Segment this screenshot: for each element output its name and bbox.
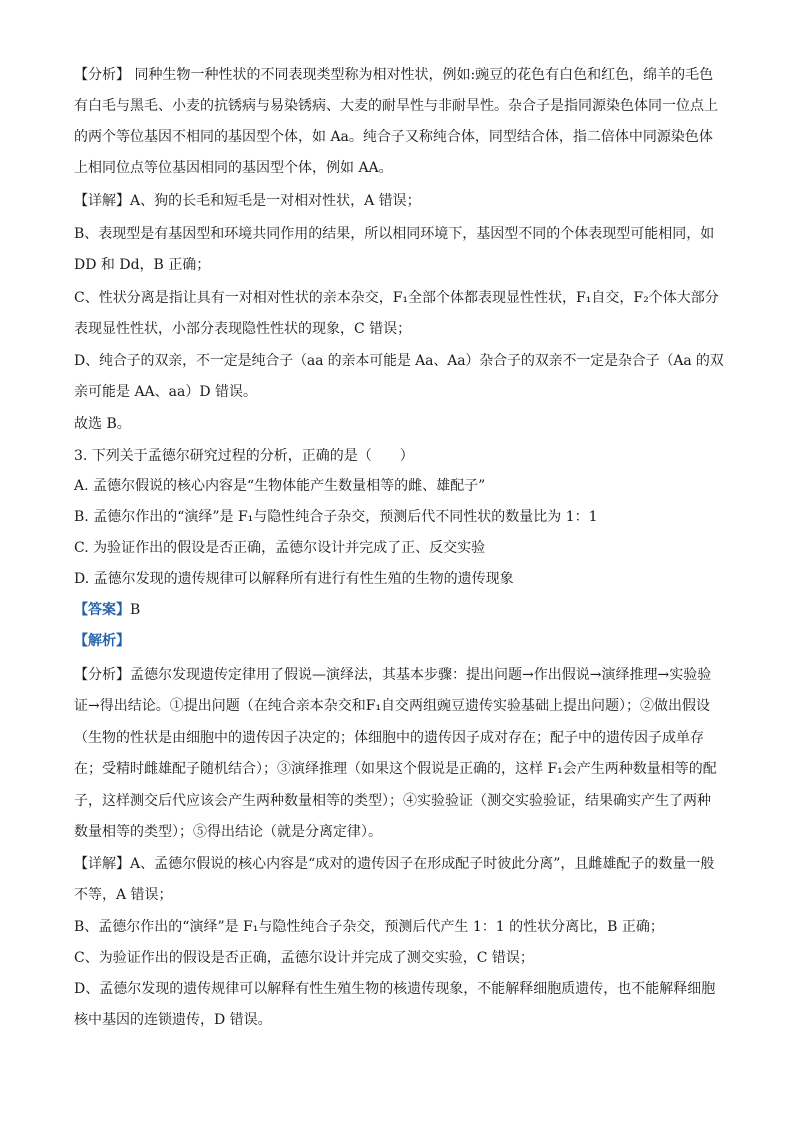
- analysis1-line: 有白毛与黑毛、小麦的抗锈病与易染锈病、大麦的耐旱性与非耐旱性。杂合子是指同源染色体同一位点上: [74, 98, 718, 114]
- option-b: B. 孟德尔作出的“演绎”是 F₁与隐性纯合子杂交，预测后代不同性状的数量比为 1：1: [74, 509, 598, 525]
- analysis2-line: 子，这样测交后代应该会产生两种数量相等的类型）；④实验验证（测交实验验证，结果确实产生了两种: [74, 793, 711, 809]
- option-c: C. 为验证作出的假设是否正确，孟德尔设计并完成了正、反交实验: [74, 540, 486, 556]
- parse-line: [74, 632, 130, 650]
- option-a: A. 孟德尔假说的核心内容是“生物体能产生数量相等的雌、雄配子”: [74, 478, 486, 494]
- answer-line: [74, 601, 140, 619]
- analysis1-line: 的两个等位基因不相同的基因型个体，如 Aa。纯合子又称纯合体，同型结合体，指二倍体中同源染色体: [74, 129, 713, 145]
- detail1-line: 故选 B。: [74, 416, 131, 432]
- option-d: D. 孟德尔发现的遗传规律可以解释所有进行有性生殖的生物的遗传现象: [74, 571, 514, 587]
- analysis2-line: （生物的性状是由细胞中的遗传因子决定的；体细胞中的遗传因子成对存在；配子中的遗传因子成单存: [74, 730, 704, 746]
- detail2-line: C、为验证作出的假设是否正确，孟德尔设计并完成了测交实验，C 错误；: [74, 950, 534, 966]
- detail2-line: B、孟德尔作出的“演绎”是 F₁与隐性纯合子杂交，预测后代产生 1：1 的性状分离比，B 正确；: [74, 919, 664, 935]
- detail1-line: 【详解】A、狗的长毛和短毛是一对相对性状，A 错误；: [74, 193, 421, 209]
- detail1-line: 亲可能是 AA、aa）D 错误。: [74, 384, 258, 400]
- detail2-line: 不等，A 错误；: [74, 887, 173, 903]
- answer-label: 【答案】: [74, 602, 130, 618]
- detail2-line: 【详解】A、孟德尔假说的核心内容是“成对的遗传因子在形成配子时彼此分离”，且雌雄配子的数量一般: [74, 856, 715, 872]
- analysis2-line: 【分析】孟德尔发现遗传定律用了假说—演绎法，其基本步骤：提出问题→作出假说→演绎推理→实验验: [74, 667, 712, 683]
- answer-value: B: [130, 602, 141, 618]
- analysis2-line: 在；受精时雌雄配子随机结合）；③演绎推理（如果这个假说是正确的，这样 F₁会产生两种数量相等的配: [74, 761, 717, 777]
- detail1-line: D、纯合子的双亲，不一定是纯合子（aa 的亲本可能是 Aa、Aa）杂合子的双亲不一定是杂合子（Aa 的双: [74, 353, 724, 369]
- question-stem: 3. 下列关于孟德尔研究过程的分析，正确的是（ ）: [74, 448, 414, 464]
- detail1-line: C、性状分离是指让具有一对相对性状的亲本杂交，F₁全部个体都表现显性性状，F₁自交，F₂个体大部分: [74, 290, 719, 306]
- analysis2-line: 数量相等的类型）；⑤得出结论（就是分离定律）。: [74, 824, 382, 840]
- analysis1-line: 上相同位点等位基因相同的基因型个体，例如 AA。: [74, 160, 393, 176]
- detail2-line: D、孟德尔发现的遗传规律可以解释有性生殖生物的核遗传现象，不能解释细胞质遗传，也不能解释细胞: [74, 981, 716, 997]
- detail1-line: DD 和 Dd，B 正确；: [74, 257, 211, 273]
- analysis2-line: 证→得出结论。①提出问题（在纯合亲本杂交和F₁自交两组豌豆遗传实验基础上提出问题）；②做出假设: [74, 698, 711, 714]
- detail1-line: B、表现型是有基因型和环境共同作用的结果，所以相同环境下，基因型不同的个体表现型可能相同，如: [74, 226, 715, 242]
- detail2-line: 核中基因的连锁遗传，D 错误。: [74, 1012, 272, 1028]
- detail1-line: 表现显性性状，小部分表现隐性性状的现象，C 错误；: [74, 321, 412, 337]
- parse-label: 【解析】: [74, 633, 130, 649]
- analysis1-line: 【分析】 同种生物一种性状的不同表现类型称为相对性状，例如:豌豆的花色有白色和红色，绵羊的毛色: [74, 67, 714, 83]
